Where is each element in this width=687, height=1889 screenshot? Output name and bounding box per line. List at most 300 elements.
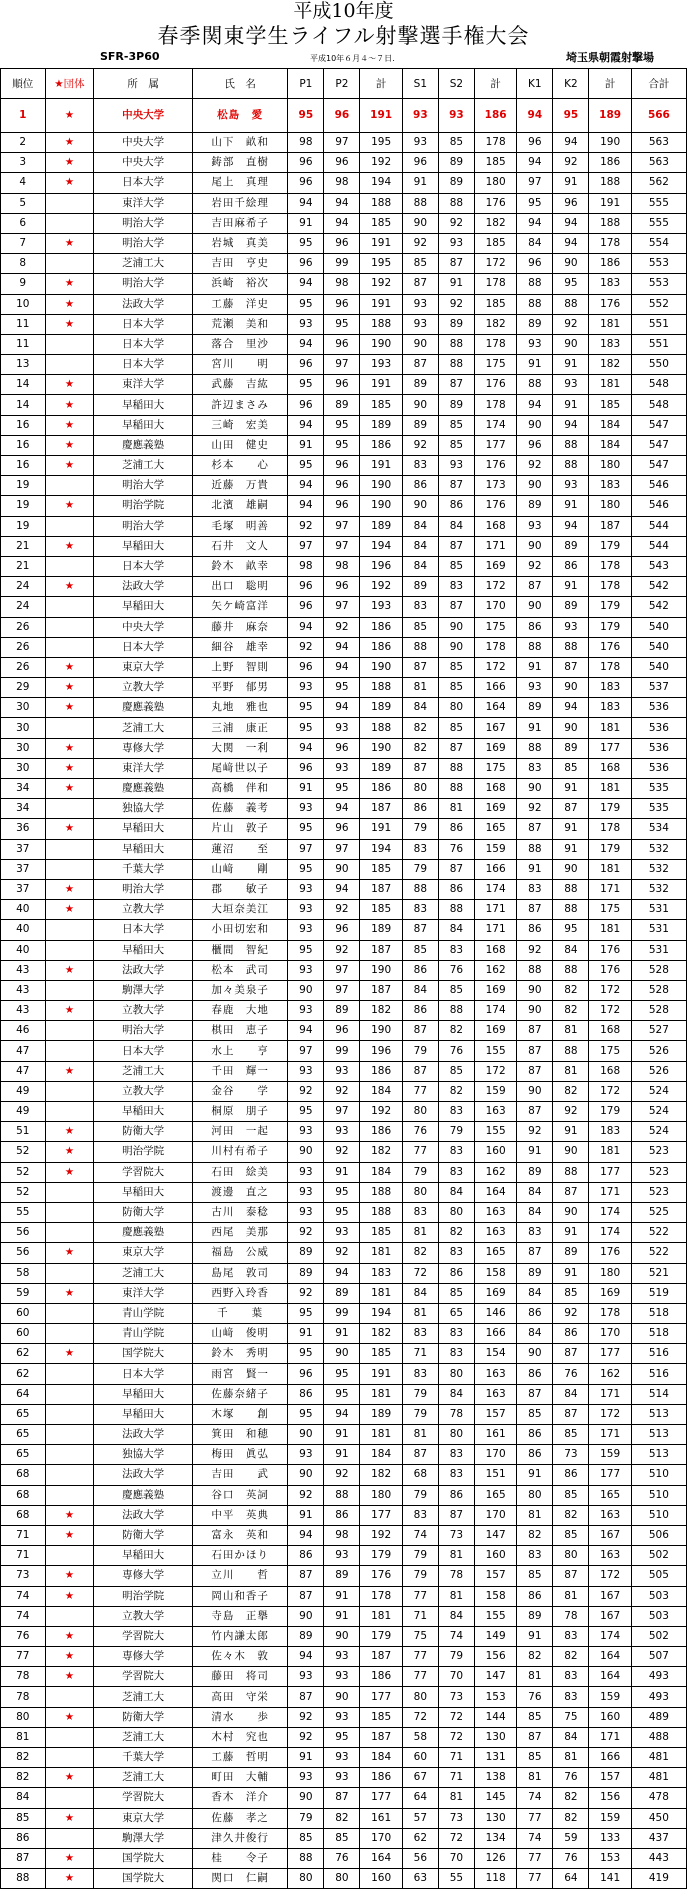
team-star-cell: ★ <box>45 1869 94 1889</box>
title-event: 春季関東学生ライフル射撃選手権大会 <box>157 24 530 48</box>
p2-cell: 95 <box>324 1364 360 1384</box>
prone-total-cell: 191 <box>360 819 402 839</box>
s1-cell: 79 <box>402 819 438 839</box>
shooter-name-cell: 落合 里沙 <box>192 334 287 354</box>
p1-cell: 95 <box>288 99 324 133</box>
shooter-name-cell: 松本 武司 <box>192 960 287 980</box>
p2-cell: 95 <box>324 435 360 455</box>
s1-cell: 62 <box>402 1828 438 1848</box>
standing-total-cell: 171 <box>474 536 516 556</box>
k2-cell: 90 <box>553 1142 589 1162</box>
team-star-cell <box>45 1606 94 1626</box>
p2-cell: 93 <box>324 718 360 738</box>
p2-cell: 91 <box>324 1586 360 1606</box>
table-row <box>1 334 687 354</box>
p1-cell: 95 <box>288 698 324 718</box>
k1-cell: 86 <box>517 617 553 637</box>
prone-total-cell: 161 <box>360 1808 402 1828</box>
k1-cell: 81 <box>517 1505 553 1525</box>
prone-total-cell: 190 <box>360 496 402 516</box>
shooter-name-cell: 松島 愛 <box>192 99 287 133</box>
k1-cell: 87 <box>517 1021 553 1041</box>
p2-cell: 97 <box>324 536 360 556</box>
team-star-cell <box>45 516 94 536</box>
p2-cell: 98 <box>324 556 360 576</box>
p1-cell: 95 <box>288 294 324 314</box>
grand-total-cell: 489 <box>631 1707 686 1727</box>
school-cell: 千葉大学 <box>94 859 193 879</box>
prone-total-cell: 191 <box>360 233 402 253</box>
k1-cell: 89 <box>517 1263 553 1283</box>
grand-total-cell: 551 <box>631 314 686 334</box>
grand-total-cell: 526 <box>631 1061 686 1081</box>
k2-cell: 90 <box>553 254 589 274</box>
prone-total-cell: 176 <box>360 1566 402 1586</box>
prone-total-cell: 177 <box>360 1687 402 1707</box>
kneeling-total-cell: 182 <box>589 355 631 375</box>
rank-cell: 26 <box>1 637 46 657</box>
standing-total-cell: 157 <box>474 1404 516 1424</box>
s1-cell: 80 <box>402 1687 438 1707</box>
kneeling-total-cell: 164 <box>589 1667 631 1687</box>
standing-total-cell: 147 <box>474 1667 516 1687</box>
shooter-name-cell: 寺島 正擧 <box>192 1606 287 1626</box>
p1-cell: 94 <box>288 193 324 213</box>
p1-cell: 96 <box>288 758 324 778</box>
prone-total-cell: 181 <box>360 1384 402 1404</box>
grand-total-cell: 542 <box>631 577 686 597</box>
kneeling-total-cell: 180 <box>589 456 631 476</box>
prone-total-cell: 191 <box>360 456 402 476</box>
rank-cell: 11 <box>1 334 46 354</box>
kneeling-total-cell: 187 <box>589 516 631 536</box>
shooter-name-cell: 出口 聡明 <box>192 577 287 597</box>
k2-cell: 89 <box>553 738 589 758</box>
standing-total-cell: 168 <box>474 516 516 536</box>
prone-total-cell: 177 <box>360 1788 402 1808</box>
team-star-cell: ★ <box>45 456 94 476</box>
s2-cell: 70 <box>438 1667 474 1687</box>
prone-total-cell: 194 <box>360 536 402 556</box>
standing-total-cell: 162 <box>474 1162 516 1182</box>
k2-cell: 90 <box>553 859 589 879</box>
p1-cell: 95 <box>288 718 324 738</box>
standing-total-cell: 182 <box>474 314 516 334</box>
shooter-name-cell: 丸地 雅也 <box>192 698 287 718</box>
shooter-name-cell: 立川 哲 <box>192 1566 287 1586</box>
prone-total-cell: 192 <box>360 1102 402 1122</box>
standing-total-cell: 155 <box>474 1606 516 1626</box>
k2-cell: 95 <box>553 920 589 940</box>
table-row <box>1 1324 687 1344</box>
p2-cell: 96 <box>324 153 360 173</box>
p2-cell: 97 <box>324 355 360 375</box>
standing-total-cell: 186 <box>474 99 516 133</box>
standing-total-cell: 130 <box>474 1808 516 1828</box>
shooter-name-cell: 山﨑 俊明 <box>192 1324 287 1344</box>
p2-cell: 96 <box>324 99 360 133</box>
prone-total-cell: 160 <box>360 1869 402 1889</box>
kneeling-total-cell: 181 <box>589 718 631 738</box>
rank-cell: 55 <box>1 1202 46 1222</box>
shooter-name-cell: 金谷 学 <box>192 1081 287 1101</box>
kneeling-total-cell: 162 <box>589 1364 631 1384</box>
school-cell: 中央大学 <box>94 99 193 133</box>
school-cell: 早稲田大 <box>94 839 193 859</box>
s2-cell: 81 <box>438 1788 474 1808</box>
grand-total-cell: 540 <box>631 657 686 677</box>
kneeling-total-cell: 133 <box>589 1828 631 1848</box>
grand-total-cell: 548 <box>631 375 686 395</box>
prone-total-cell: 177 <box>360 1505 402 1525</box>
p2-cell: 89 <box>324 1001 360 1021</box>
shooter-name-cell: 大垣奈美江 <box>192 900 287 920</box>
team-star-cell <box>45 193 94 213</box>
rank-cell: 24 <box>1 577 46 597</box>
p1-cell: 87 <box>288 1687 324 1707</box>
s2-cell: 83 <box>438 1102 474 1122</box>
s2-cell: 78 <box>438 1566 474 1586</box>
grand-total-cell: 535 <box>631 779 686 799</box>
p1-cell: 94 <box>288 476 324 496</box>
grand-total-cell: 555 <box>631 213 686 233</box>
table-row <box>1 839 687 859</box>
k1-cell: 91 <box>517 1626 553 1646</box>
p1-cell: 89 <box>288 1263 324 1283</box>
p2-cell: 87 <box>324 1788 360 1808</box>
s2-cell: 65 <box>438 1303 474 1323</box>
shooter-name-cell: 郡 敏子 <box>192 879 287 899</box>
grand-total-cell: 526 <box>631 1041 686 1061</box>
standing-total-cell: 134 <box>474 1828 516 1848</box>
grand-total-cell: 481 <box>631 1748 686 1768</box>
s1-cell: 83 <box>402 1202 438 1222</box>
p2-cell: 98 <box>324 1525 360 1545</box>
kneeling-total-cell: 175 <box>589 900 631 920</box>
s2-cell: 81 <box>438 1586 474 1606</box>
k2-cell: 86 <box>553 1465 589 1485</box>
k2-cell: 89 <box>553 597 589 617</box>
shooter-name-cell: 三浦 康正 <box>192 718 287 738</box>
k1-cell: 82 <box>517 1525 553 1545</box>
s2-cell: 87 <box>438 536 474 556</box>
prone-total-cell: 186 <box>360 1768 402 1788</box>
team-star-cell: ★ <box>45 1586 94 1606</box>
p2-cell: 92 <box>324 940 360 960</box>
rank-cell: 34 <box>1 779 46 799</box>
team-star-cell <box>45 980 94 1000</box>
kneeling-total-cell: 185 <box>589 395 631 415</box>
k2-cell: 94 <box>553 233 589 253</box>
school-cell: 法政大学 <box>94 294 193 314</box>
k1-cell: 83 <box>517 1546 553 1566</box>
shooter-name-cell: 春鹿 大地 <box>192 1001 287 1021</box>
k2-cell: 85 <box>553 1283 589 1303</box>
k1-cell: 86 <box>517 1364 553 1384</box>
shooter-name-cell: 藤井 麻奈 <box>192 617 287 637</box>
standing-total-cell: 144 <box>474 1707 516 1727</box>
team-star-cell: ★ <box>45 1505 94 1525</box>
team-star-cell: ★ <box>45 1001 94 1021</box>
prone-total-cell: 191 <box>360 99 402 133</box>
s2-cell: 84 <box>438 516 474 536</box>
shooter-name-cell: 上野 智則 <box>192 657 287 677</box>
k1-cell: 87 <box>517 819 553 839</box>
s1-cell: 74 <box>402 1525 438 1545</box>
k2-cell: 73 <box>553 1445 589 1465</box>
p1-cell: 97 <box>288 839 324 859</box>
s2-cell: 87 <box>438 476 474 496</box>
s2-cell: 85 <box>438 1283 474 1303</box>
kneeling-total-cell: 176 <box>589 940 631 960</box>
grand-total-cell: 548 <box>631 395 686 415</box>
s2-cell: 83 <box>438 577 474 597</box>
s1-cell: 80 <box>402 1102 438 1122</box>
k1-cell: 95 <box>517 193 553 213</box>
prone-total-cell: 188 <box>360 193 402 213</box>
kneeling-total-cell: 181 <box>589 859 631 879</box>
table-row <box>1 1041 687 1061</box>
k1-cell: 92 <box>517 556 553 576</box>
s1-cell: 81 <box>402 1425 438 1445</box>
p2-cell: 93 <box>324 1546 360 1566</box>
rank-cell: 14 <box>1 375 46 395</box>
team-star-cell: ★ <box>45 1162 94 1182</box>
p1-cell: 93 <box>288 1061 324 1081</box>
standing-total-cell: 168 <box>474 779 516 799</box>
p2-cell: 97 <box>324 597 360 617</box>
k1-cell: 90 <box>517 1081 553 1101</box>
school-cell: 青山学院 <box>94 1303 193 1323</box>
standing-total-cell: 176 <box>474 456 516 476</box>
standing-total-cell: 160 <box>474 1546 516 1566</box>
kneeling-total-cell: 188 <box>589 173 631 193</box>
prone-total-cell: 179 <box>360 1546 402 1566</box>
rank-cell: 65 <box>1 1425 46 1445</box>
rank-cell: 49 <box>1 1102 46 1122</box>
rank-cell: 24 <box>1 597 46 617</box>
k2-cell: 85 <box>553 1485 589 1505</box>
k1-cell: 89 <box>517 1606 553 1626</box>
kneeling-total-cell: 176 <box>589 1243 631 1263</box>
p2-cell: 95 <box>324 779 360 799</box>
kneeling-total-cell: 171 <box>589 1384 631 1404</box>
prone-total-cell: 188 <box>360 718 402 738</box>
s1-cell: 56 <box>402 1848 438 1868</box>
school-cell: 法政大学 <box>94 1465 193 1485</box>
school-cell: 防衛大学 <box>94 1202 193 1222</box>
s2-cell: 71 <box>438 1748 474 1768</box>
s1-cell: 80 <box>402 779 438 799</box>
k1-cell: 83 <box>517 1223 553 1243</box>
prone-total-cell: 187 <box>360 1647 402 1667</box>
s1-cell: 85 <box>402 254 438 274</box>
s2-cell: 79 <box>438 1122 474 1142</box>
standing-total-cell: 178 <box>474 334 516 354</box>
k1-cell: 83 <box>517 758 553 778</box>
table-row <box>1 496 687 516</box>
s1-cell: 77 <box>402 1647 438 1667</box>
school-cell: 早稲田大 <box>94 1182 193 1202</box>
table-row <box>1 1727 687 1747</box>
header-rank: 順位 <box>1 69 46 99</box>
p2-cell: 99 <box>324 1303 360 1323</box>
rank-cell: 40 <box>1 900 46 920</box>
k2-cell: 91 <box>553 839 589 859</box>
table-row <box>1 294 687 314</box>
table-row <box>1 597 687 617</box>
table-row <box>1 1021 687 1041</box>
team-star-cell: ★ <box>45 1122 94 1142</box>
s1-cell: 82 <box>402 738 438 758</box>
shooter-name-cell: 鋳部 直樹 <box>192 153 287 173</box>
standing-total-cell: 156 <box>474 1647 516 1667</box>
k2-cell: 81 <box>553 1586 589 1606</box>
rank-cell: 5 <box>1 193 46 213</box>
grand-total-cell: 528 <box>631 960 686 980</box>
rank-cell: 29 <box>1 678 46 698</box>
prone-total-cell: 181 <box>360 1283 402 1303</box>
standing-total-cell: 173 <box>474 476 516 496</box>
shooter-name-cell: 尾﨑世以子 <box>192 758 287 778</box>
s2-cell: 89 <box>438 395 474 415</box>
s2-cell: 85 <box>438 556 474 576</box>
rank-cell: 7 <box>1 233 46 253</box>
team-star-cell <box>45 718 94 738</box>
prone-total-cell: 187 <box>360 940 402 960</box>
s1-cell: 84 <box>402 980 438 1000</box>
s2-cell: 92 <box>438 294 474 314</box>
s2-cell: 83 <box>438 1243 474 1263</box>
s2-cell: 83 <box>438 1344 474 1364</box>
grand-total-cell: 527 <box>631 1021 686 1041</box>
k1-cell: 86 <box>517 1586 553 1606</box>
school-cell: 芝浦工大 <box>94 718 193 738</box>
shooter-name-cell: 津久井俊行 <box>192 1828 287 1848</box>
grand-total-cell: 562 <box>631 173 686 193</box>
s2-cell: 84 <box>438 1606 474 1626</box>
k2-cell: 82 <box>553 1808 589 1828</box>
standing-total-cell: 166 <box>474 678 516 698</box>
standing-total-cell: 161 <box>474 1425 516 1445</box>
team-star-cell <box>45 1687 94 1707</box>
school-cell: 専修大学 <box>94 1647 193 1667</box>
prone-total-cell: 182 <box>360 1324 402 1344</box>
shooter-name-cell: 三崎 宏美 <box>192 415 287 435</box>
kneeling-total-cell: 186 <box>589 254 631 274</box>
table-row <box>1 1869 687 1889</box>
table-row <box>1 1283 687 1303</box>
p2-cell: 92 <box>324 1243 360 1263</box>
standing-total-cell: 185 <box>474 294 516 314</box>
grand-total-cell: 521 <box>631 1263 686 1283</box>
p1-cell: 93 <box>288 1122 324 1142</box>
prone-total-cell: 186 <box>360 435 402 455</box>
table-row <box>1 1606 687 1626</box>
s1-cell: 67 <box>402 1768 438 1788</box>
standing-total-cell: 160 <box>474 1142 516 1162</box>
rank-cell: 21 <box>1 556 46 576</box>
p1-cell: 94 <box>288 1647 324 1667</box>
table-row <box>1 1647 687 1667</box>
table-row <box>1 435 687 455</box>
prone-total-cell: 189 <box>360 516 402 536</box>
s2-cell: 82 <box>438 1081 474 1101</box>
standing-total-cell: 169 <box>474 799 516 819</box>
school-cell: 立教大学 <box>94 1001 193 1021</box>
school-cell: 日本大学 <box>94 173 193 193</box>
s2-cell: 55 <box>438 1869 474 1889</box>
p1-cell: 91 <box>288 435 324 455</box>
s1-cell: 82 <box>402 1243 438 1263</box>
p1-cell: 91 <box>288 779 324 799</box>
p1-cell: 96 <box>288 355 324 375</box>
shooter-name-cell: 清水 歩 <box>192 1707 287 1727</box>
p1-cell: 94 <box>288 415 324 435</box>
standing-total-cell: 178 <box>474 133 516 153</box>
p2-cell: 98 <box>324 274 360 294</box>
s2-cell: 85 <box>438 980 474 1000</box>
table-row <box>1 1788 687 1808</box>
k1-cell: 87 <box>517 1061 553 1081</box>
p2-cell: 97 <box>324 980 360 1000</box>
p1-cell: 97 <box>288 536 324 556</box>
s1-cell: 88 <box>402 193 438 213</box>
k2-cell: 91 <box>553 173 589 193</box>
p1-cell: 95 <box>288 375 324 395</box>
team-star-cell <box>45 617 94 637</box>
team-star-cell: ★ <box>45 375 94 395</box>
standing-total-cell: 176 <box>474 193 516 213</box>
k1-cell: 88 <box>517 375 553 395</box>
header-s2: S2 <box>438 69 474 99</box>
s2-cell: 71 <box>438 1768 474 1788</box>
school-cell: 日本大学 <box>94 1364 193 1384</box>
rank-cell: 37 <box>1 879 46 899</box>
shooter-name-cell: 佐々木 敦 <box>192 1647 287 1667</box>
p2-cell: 89 <box>324 1566 360 1586</box>
prone-total-cell: 191 <box>360 294 402 314</box>
team-star-cell <box>45 1445 94 1465</box>
grand-total-cell: 513 <box>631 1445 686 1465</box>
p1-cell: 95 <box>288 940 324 960</box>
s2-cell: 91 <box>438 274 474 294</box>
kneeling-total-cell: 180 <box>589 496 631 516</box>
k2-cell: 88 <box>553 456 589 476</box>
standing-total-cell: 164 <box>474 698 516 718</box>
school-cell: 東洋大学 <box>94 1283 193 1303</box>
s1-cell: 80 <box>402 1182 438 1202</box>
s2-cell: 82 <box>438 1021 474 1041</box>
grand-total-cell: 537 <box>631 678 686 698</box>
prone-total-cell: 180 <box>360 1485 402 1505</box>
shooter-name-cell: 櫃間 智紀 <box>192 940 287 960</box>
table-row <box>1 133 687 153</box>
rank-cell: 71 <box>1 1525 46 1545</box>
p1-cell: 90 <box>288 1465 324 1485</box>
p1-cell: 92 <box>288 1485 324 1505</box>
kneeling-total-cell: 183 <box>589 476 631 496</box>
header-p2: P2 <box>324 69 360 99</box>
rank-cell: 65 <box>1 1445 46 1465</box>
table-row <box>1 1687 687 1707</box>
s2-cell: 90 <box>438 617 474 637</box>
s2-cell: 80 <box>438 698 474 718</box>
k2-cell: 82 <box>553 1788 589 1808</box>
team-star-cell: ★ <box>45 233 94 253</box>
standing-total-cell: 171 <box>474 900 516 920</box>
p1-cell: 92 <box>288 1727 324 1747</box>
